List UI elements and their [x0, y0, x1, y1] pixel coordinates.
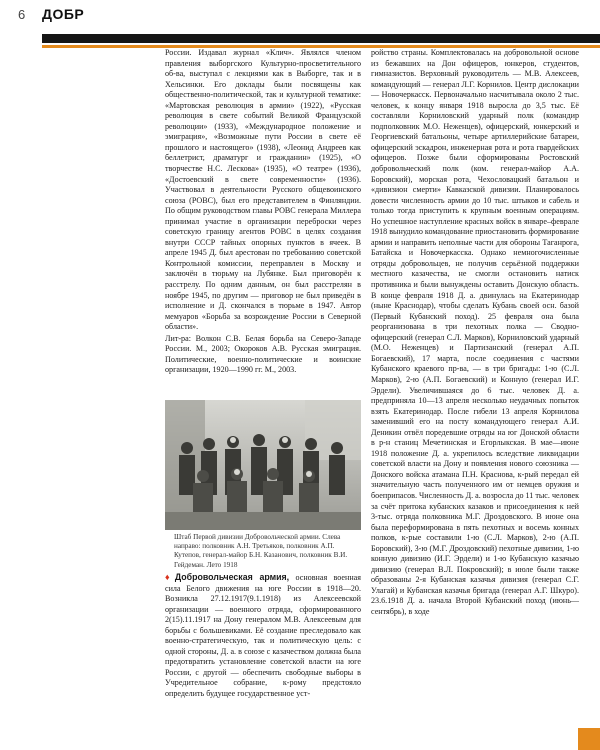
staff-group-photo — [165, 400, 361, 530]
encyclopedia-entry — [165, 572, 361, 700]
literature-note: Лит-ра: Волкон С.В. Белая борьба на Северо-Западе России. М., 2003; Окороков А.В. Русская эмиграция. Политические, военно-политические и воинские организации, 1920—1990 гг. М., 2003. — [165, 333, 361, 375]
entry-bullet-icon: ♦ — [165, 572, 174, 582]
page-number: 6 — [18, 7, 26, 22]
right-column-paragraph: ройство страны. Комплектовалась на добровольной основе из бежавших на Дон офицеров, юнкеров, студентов, гимназистов. Верховный руководитель — М.В. Алексеев, командующий — генерал Л.Г. Корнилов. Центр дислокации — Новочеркасск. Первоначально насчитывала около 2 тыс. человек, к концу января 1918 выросла до 3,5 тыс. Её составляли Корниловский ударный полк (командир подполковник М.О. Неженцев), офицерский, юнкерский и Георгиевский батальоны, четыре артиллерийские батареи, офицерский эскадрон, инженерная рота и рота гвардейских офицеров. Позже были сформированы Ростовский добровольческий полк (ком. генерал-майор А.А. Боровский), морская рота, Чехословацкий батальон и «дивизион смерти» Кавказской дивизии. Планировалось довести численность армии до 10 тыс. штыков и сабель и только тогда приступить к крупным военным операциям. Но успешное наступление красных войск в январе–феврале 1918 вынудило командование приостановить формирование армии и направить неполные части для обороны Таганрога, Батайска и Новочеркасска. Однако немногочисленные отряды добровольцев, не получив серьёзной поддержки местного казачества, не смогли остановить натиск противника и были вынуждены оставить Донскую область. В конце февраля 1918 Д. а. двинулась на Екатеринодар (ныне Краснодар), чтобы сделать Кубань своей осн. базой (Первый Кубанский поход). 25 февраля она была реорганизована в три пехотных полка — Сводно-офицерский (генерал С.Л. Марков), Корниловский ударный (М.О. Неженцев) и Партизанский (генерал А.П. Богаевский), 17 марта, после соединения с частями Кубанского краевого пр-ва, — в три бригады: 1-ю (С.Л. Марков), 2-ю (А.П. Богаевский) и Конную (генерал И.Г. Эрдели). Увеличившаяся до 6 тыс. человек Д. а. предприняла 10—13 апреля несколько неудачных попыток взять Екатеринодар. После гибели 13 апреля Корнилова заменивший его на посту командующего генерал А.И. Деникин отвёл поредевшие отряды на юг Донской области в р-н станиц Мечетинская и Егорлыкская. В мае—июне 1918 положение Д. а. укрепилось вследствие ликвидации советской власти на Дону и появления нового союзника — Донского войска атамана П.Н. Краснова, к-рый передал ей значительную часть полученного им от немцев оружия и боеприпасов. Численность Д. а. возросла до 11 тыс. человек за счёт притока кубанских казаков и присоединения к ней 3-тыс. отряда полковника М.Г. Дроздовского. В июне она была переформирована в пять пехотных и восемь конных полков, к-рые составили 1-ю (С.Л. Марков), 2-ю (А.П. Боровский), 3-ю (М.Г. Дроздовский) пехотные дивизии, 1-ю конную дивизию (И.Г. Эрдели) и 1-ю Кубанскую казачью дивизию (генерал В.Л. Покровский); в июле были также образованы 2-я Кубанская казачья дивизия (генерал С.Г. Улагай) и Кубанская казачья бригада (генерал А.Г. Шкуро). 23.6.1918 Д. а. начала Второй Кубанский поход (июнь—сентябрь), в ходе — [371, 48, 579, 616]
header-rule-dark — [42, 34, 600, 43]
photo — [165, 400, 361, 530]
left-column — [165, 48, 361, 376]
corner-accent — [578, 728, 600, 750]
page-header-title: ДОБР — [42, 6, 85, 22]
left-column-paragraph: России. Издавал журнал «Клич». Являлся членом правления выборгского Культурно-просветительного об-ва, выступал с лекциями как в Выборге, так и в Хельсинки. Его доклады были посвящены как общественно-политической, так и культурной тематике: «Мартовская революция в армии» (1922), «Русская революция в свете событий Великой Французской революции» (1933), «Международное положение и эмиграция», «Возможные пути России в свете её прошлого и настоящего» (1938), «Леонид Андреев как беллетрист, драматург и гражданин» (1925), «О творчестве Н.С. Лескова» (1935), «О театре» (1936), «Достоевский в свете современности» (1936). Участвовал в деятельности Русского общевоинского союза (РОВС), был его представителем в Финляндии. По общим руководством главы РОВС генерала Миллера принимал участие в организации переброски через советскую границу агентов РОВС в целях создания внутри СССР тайных опорных пунктов в ячеек. В апреле 1945 Д. был арестован по требованию советской Контрольной комиссии, переправлен в Москву и заключён в тюрьму на Лубянке. Был приговорён к расстрелу. По одним данным, он был расстрелян в ноябре 1945, по другим — приговор не был приведён в исполнение и Д. скончался в тюрьме в 1947. Автор мемуаров «Борьба за возрождение России в Северной области». — [165, 48, 361, 332]
entry-text: основная военная сила Белого движения на юге России в 1918—20. Возникла 27.12.1917(9.1.1918) из Алексеевской организации — военного отряда, сформированного 2(15).11.1917 на Дону генералом М.В. Алексеевым для борьбы с большевиками. Её создание преследовало как военно-стратегическую, так и политическую цель: с одной стороны, Д. а. в союзе с казачеством должна была предотвратить установление советской власти на юге России, с другой — обеспечить свободные выборы в Учредительное собрание, к-рому предстояло определить будущее государственное уст- — [165, 573, 361, 699]
photo-caption: Штаб Первой дивизии Добровольческой армии. Слева направо: полковник А.Н. Третьяков, полковник А.П. Кутепов, генерал-майор Б.Н. Казанович, полковник В.И. Гейдеман. Лето 1918 — [174, 533, 348, 569]
entry-term: Добровольческая армия, — [174, 572, 290, 582]
right-column — [371, 48, 579, 618]
